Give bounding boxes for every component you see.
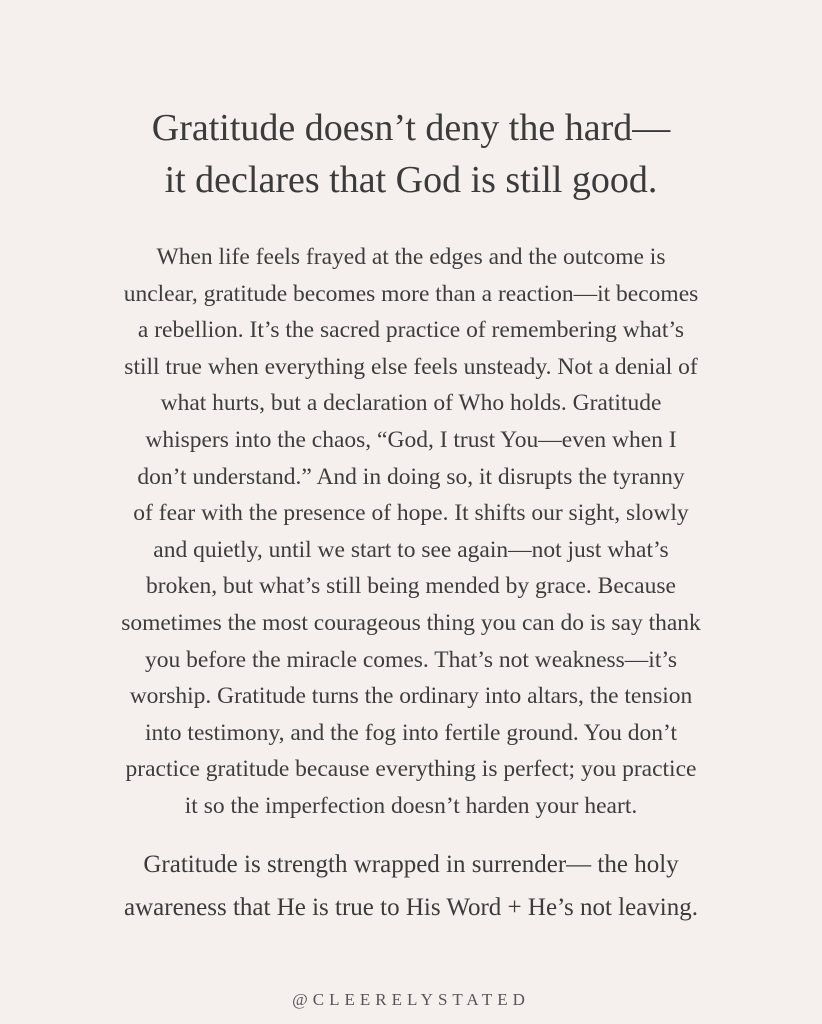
body-line: unclear, gratitude becomes more than a reaction—it becomes bbox=[123, 280, 699, 307]
closing-line-2: awareness that He is true to His Word + He’s not leaving. bbox=[124, 894, 698, 921]
headline-line-1: Gratitude doesn’t deny the hard— bbox=[151, 107, 671, 149]
body-line: into testimony, and the fog into fertile ground. You don’t bbox=[145, 719, 677, 746]
headline bbox=[0, 102, 822, 206]
body-line: broken, but what’s still being mended by grace. Because bbox=[146, 573, 676, 600]
headline-line-2: it declares that God is still good. bbox=[164, 159, 658, 201]
body-line: you before the miracle comes. That’s not weakness—it’s bbox=[144, 646, 678, 673]
body-paragraph bbox=[0, 239, 822, 825]
body-line: sometimes the most courageous thing you can do is say thank bbox=[121, 609, 701, 636]
body-line: of fear with the presence of hope. It shifts our sight, slowly bbox=[133, 500, 689, 527]
body-line: whispers into the chaos, “God, I trust You—even when I bbox=[145, 426, 677, 453]
body-line: don’t understand.” And in doing so, it disrupts the tyranny bbox=[137, 463, 685, 490]
social-handle: @CLEERELYSTATED bbox=[292, 990, 530, 1009]
body-line: practice gratitude because everything is perfect; you practice bbox=[125, 756, 697, 783]
body-line: When life feels frayed at the edges and the outcome is bbox=[156, 244, 666, 270]
body-line: it so the imperfection doesn’t harden your heart. bbox=[184, 792, 638, 819]
body-line: still true when everything else feels unsteady. Not a denial of bbox=[124, 353, 698, 380]
closing-statement bbox=[0, 843, 822, 929]
body-line: what hurts, but a declaration of Who holds. Gratitude bbox=[160, 390, 662, 417]
closing-line-1: Gratitude is strength wrapped in surrender— the holy bbox=[143, 851, 679, 878]
body-line: worship. Gratitude turns the ordinary into altars, the tension bbox=[129, 683, 693, 710]
body-line: and quietly, until we start to see again—not just what’s bbox=[153, 536, 669, 563]
body-line: a rebellion. It’s the sacred practice of remembering what’s bbox=[137, 317, 685, 344]
